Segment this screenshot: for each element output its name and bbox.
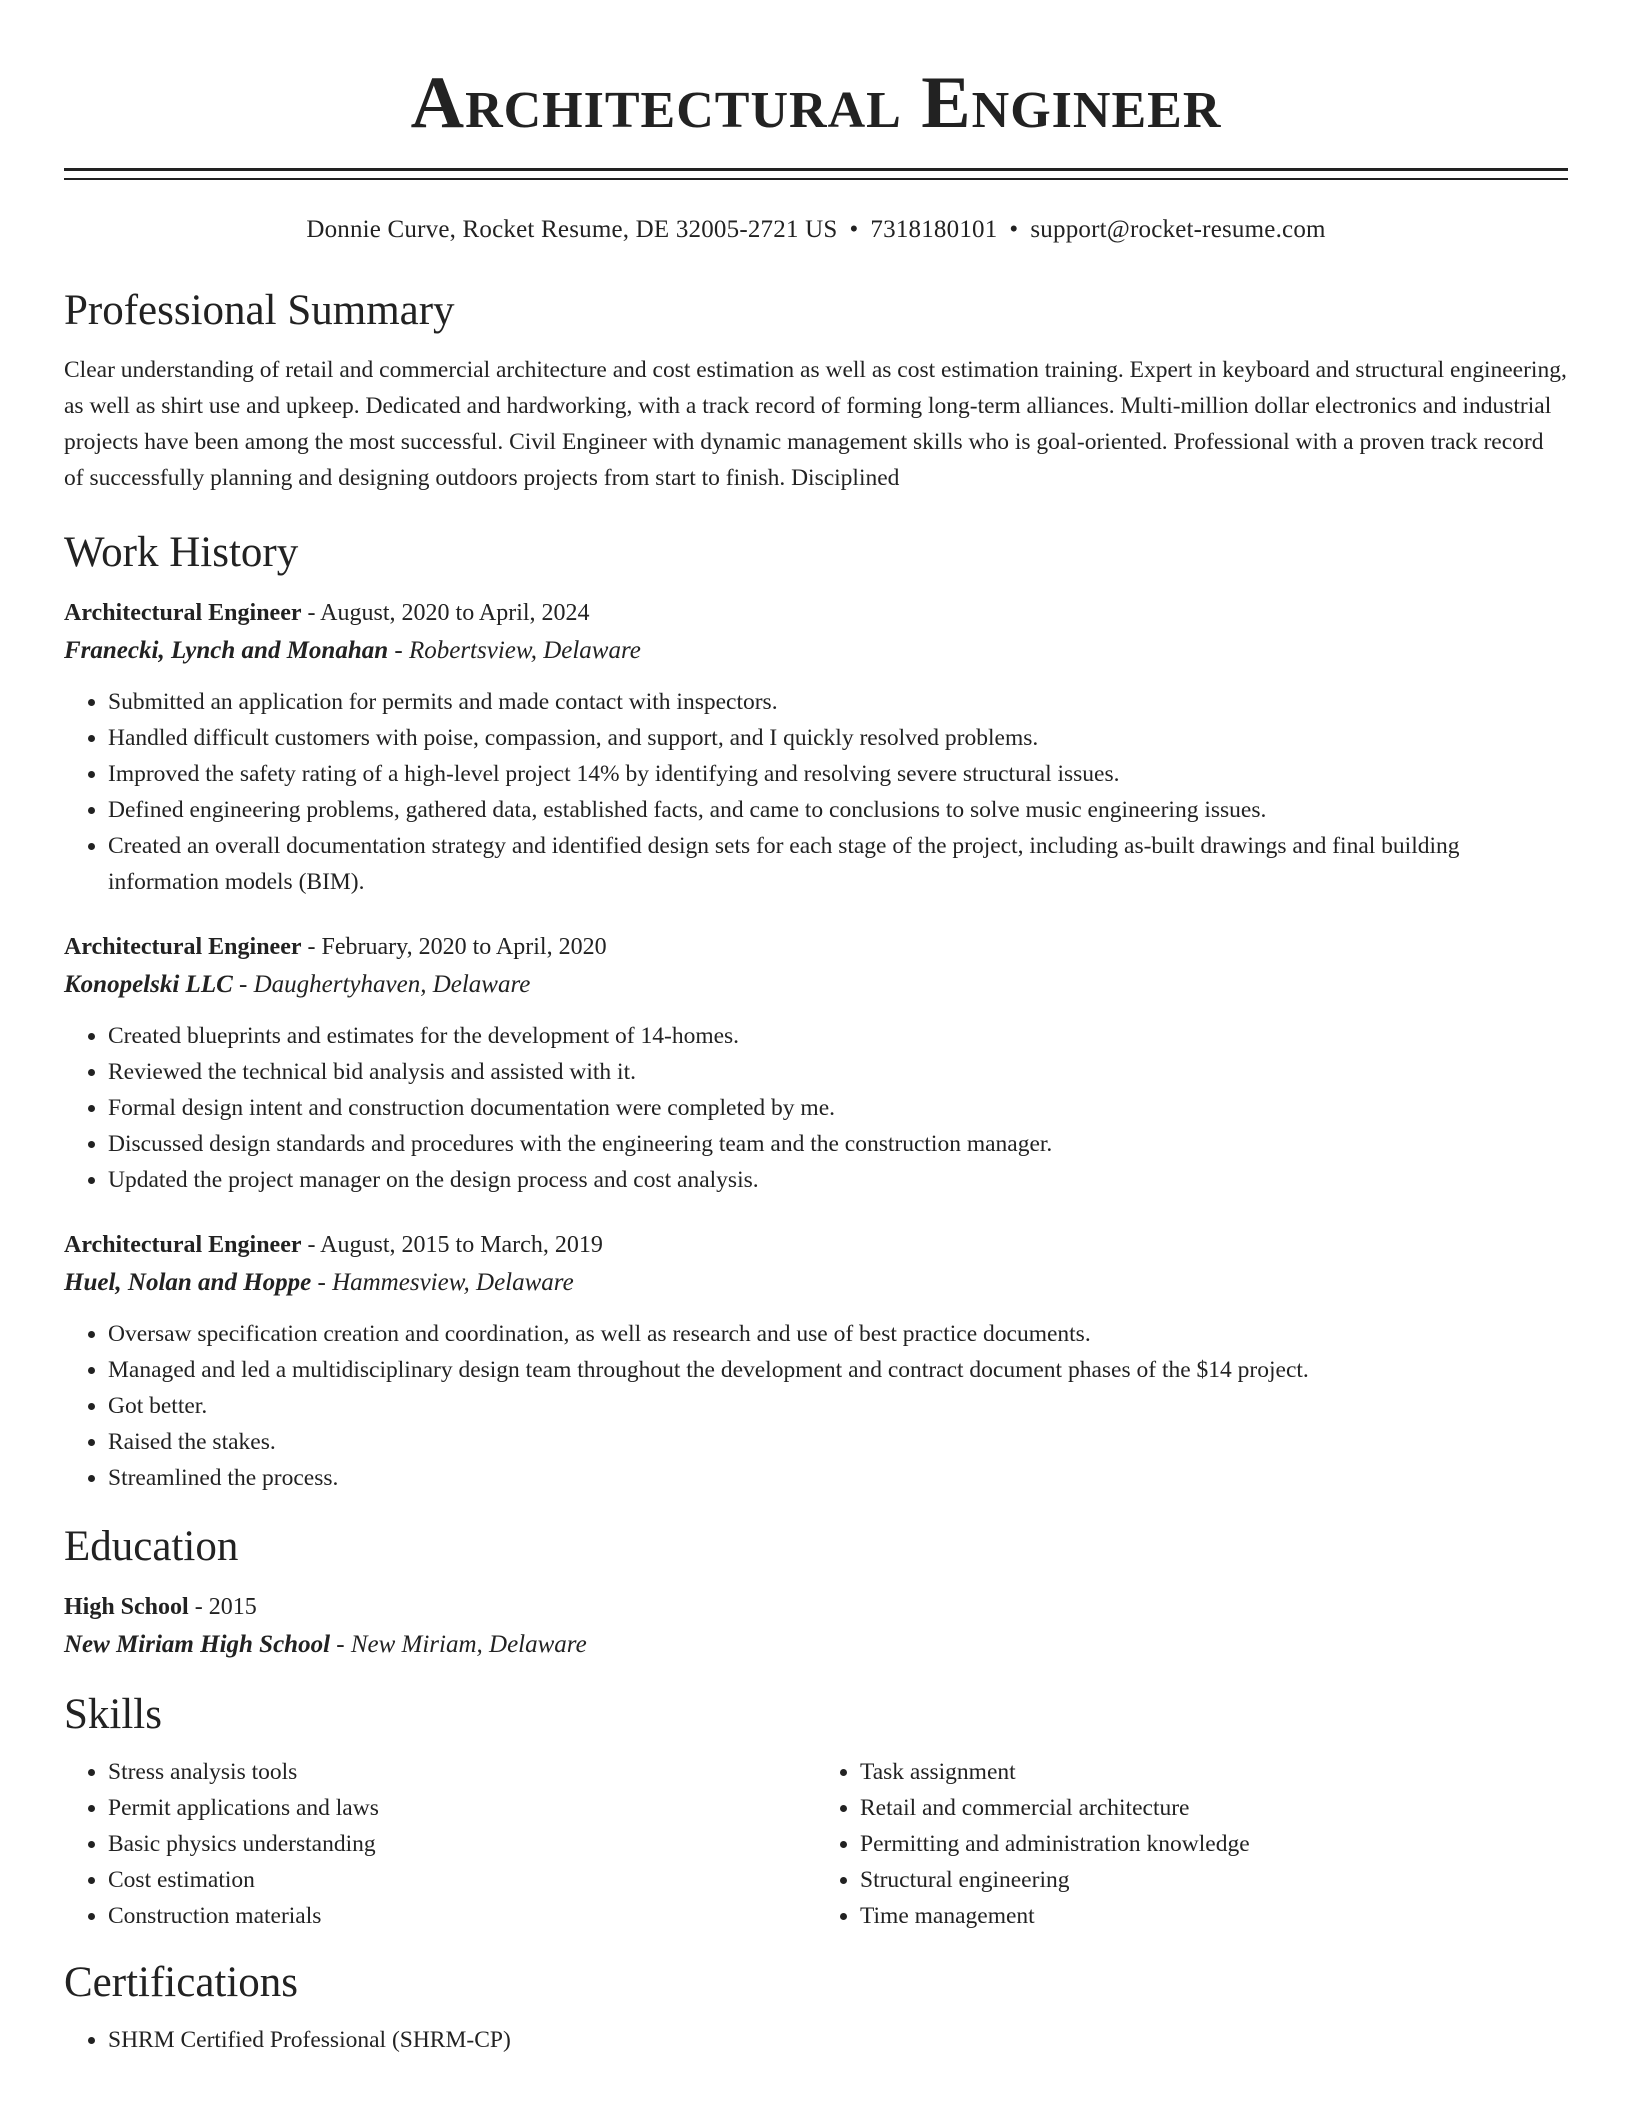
list-item: • Permitting and administration knowledge [860, 1826, 1568, 1862]
title-divider-thin [64, 178, 1568, 180]
list-item: • Oversaw specification creation and coordination, as well as research and use of best practice documents. [108, 1316, 1568, 1352]
job-location: - Hammesview, Delaware [311, 1269, 574, 1296]
job-location: - Daughertyhaven, Delaware [232, 971, 531, 998]
list-item: • Discussed design standards and procedures with the engineering team and the construction manager. [108, 1126, 1568, 1162]
job-header [64, 594, 1568, 632]
job-company: Konopelski LLC [64, 971, 233, 998]
list-item: • Reviewed the technical bid analysis and assisted with it. [108, 1054, 1568, 1090]
job-dates: - August, 2020 to April, 2024 [301, 600, 590, 626]
education-header [64, 1588, 1568, 1626]
list-item: • Streamlined the process. [108, 1460, 1568, 1496]
list-item: • Structural engineering [860, 1862, 1568, 1898]
job-bullets [64, 1316, 1568, 1496]
list-item: • Raised the stakes. [108, 1424, 1568, 1460]
resume-title: Architectural Engineer [410, 62, 1222, 144]
job-bullets [64, 1018, 1568, 1198]
contact-separator: • [849, 216, 859, 243]
education-school-line [64, 1626, 1568, 1664]
education-year: - 2015 [188, 1594, 257, 1620]
contact-separator: • [1009, 216, 1019, 243]
skills-columns [64, 1754, 1568, 1934]
job-entry [64, 1226, 1568, 1496]
contact-email: support@rocket-resume.com [1030, 216, 1326, 243]
list-item: • Retail and commercial architecture [860, 1790, 1568, 1826]
list-item: • Got better. [108, 1388, 1568, 1424]
list-item: • Managed and led a multidisciplinary design team throughout the development and contract document phases of the $14 project. [108, 1352, 1568, 1388]
contact-address: Donnie Curve, Rocket Resume, DE 32005-2721 US [306, 216, 838, 243]
skills-heading: Skills [64, 1691, 162, 1738]
education-entry [64, 1588, 1568, 1664]
job-entry [64, 594, 1568, 900]
summary-text: Clear understanding of retail and commercial architecture and cost estimation as well as cost estimation training. Expert in keyboard and structural engineering, as well as shirt use and upkeep. Dedicated and hardworking, with a track record of forming long-term alliances. Multi-million dollar electronics and industrial projects have been among the most successful. Civil Engineer with dynamic management skills who is goal-oriented. Professional with a proven track record of successfully planning and designing outdoors projects from start to finish. Disciplined [64, 357, 1567, 491]
list-item: • Updated the project manager on the design process and cost analysis. [108, 1162, 1568, 1198]
list-item: • Permit applications and laws [108, 1790, 816, 1826]
job-title: Architectural Engineer [64, 934, 302, 960]
list-item: • Time management [860, 1898, 1568, 1934]
job-header [64, 1226, 1568, 1264]
work-history-heading: Work History [64, 529, 299, 576]
job-employer [64, 966, 1568, 1004]
education-location: - New Miriam, Delaware [330, 1631, 587, 1658]
title-divider-thick [64, 168, 1568, 171]
list-item: • Defined engineering problems, gathered data, established facts, and came to conclusions to solve music engineering issues. [108, 792, 1568, 828]
job-entry [64, 928, 1568, 1198]
list-item: • Cost estimation [108, 1862, 816, 1898]
education-school: New Miriam High School [64, 1631, 331, 1658]
list-item: • Stress analysis tools [108, 1754, 816, 1790]
skills-left-column [64, 1754, 816, 1934]
job-company: Franecki, Lynch and Monahan [64, 637, 389, 664]
list-item: • Created an overall documentation strategy and identified design sets for each stage of the project, including as-built drawings and final building information models (BIM). [108, 828, 1568, 900]
job-title: Architectural Engineer [64, 600, 302, 626]
job-employer [64, 1264, 1568, 1302]
list-item: • Improved the safety rating of a high-level project 14% by identifying and resolving severe structural issues. [108, 756, 1568, 792]
job-title: Architectural Engineer [64, 1232, 302, 1258]
list-item: • Submitted an application for permits and made contact with inspectors. [108, 684, 1568, 720]
list-item: • Task assignment [860, 1754, 1568, 1790]
job-header [64, 928, 1568, 966]
list-item: • SHRM Certified Professional (SHRM-CP) [108, 2022, 1568, 2058]
job-company: Huel, Nolan and Hoppe [64, 1269, 312, 1296]
job-dates: - February, 2020 to April, 2020 [301, 934, 607, 960]
certifications-list [64, 2022, 1568, 2058]
education-degree: High School [64, 1594, 189, 1620]
job-location: - Robertsview, Delaware [388, 637, 641, 664]
list-item: • Basic physics understanding [108, 1826, 816, 1862]
certifications-heading: Certifications [64, 1959, 299, 2006]
education-heading: Education [64, 1523, 239, 1570]
job-employer [64, 632, 1568, 670]
contact-line [64, 214, 1568, 246]
summary-heading: Professional Summary [64, 287, 455, 334]
list-item: • Construction materials [108, 1898, 816, 1934]
job-dates: - August, 2015 to March, 2019 [301, 1232, 603, 1258]
list-item: • Created blueprints and estimates for the development of 14-homes. [108, 1018, 1568, 1054]
skills-right-column [816, 1754, 1568, 1934]
list-item: • Handled difficult customers with poise, compassion, and support, and I quickly resolved problems. [108, 720, 1568, 756]
list-item: • Formal design intent and construction documentation were completed by me. [108, 1090, 1568, 1126]
job-bullets [64, 684, 1568, 900]
contact-phone: 7318180101 [870, 216, 998, 243]
